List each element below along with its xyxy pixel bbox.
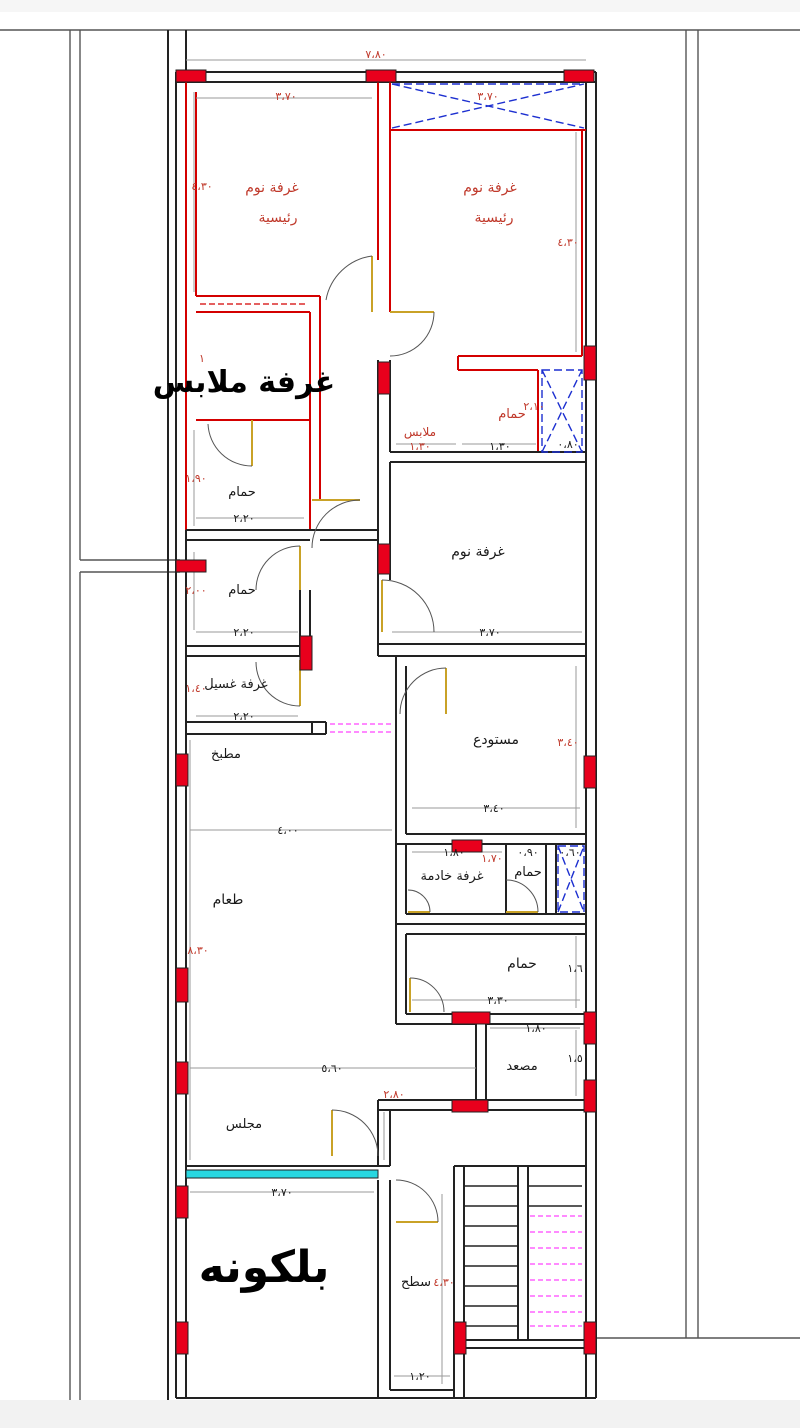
dim-master1-height: ٤،٣٠ — [191, 180, 213, 193]
bath-small-label: حمام — [498, 407, 526, 422]
maid-room-label: غرفة خادمة — [420, 869, 484, 884]
laundry-label: غرفة غسيل — [204, 677, 268, 692]
master-bedroom-2-sublabel: رئيسية — [474, 210, 514, 226]
dim-master1-width: ٣،٧٠ — [275, 90, 297, 103]
majlis-label: مجلس — [225, 1117, 263, 1132]
glass-railing — [186, 1170, 378, 1178]
dim-dressing-left: ١ — [199, 352, 205, 365]
dim-duct-2: ٠،٦٠ — [559, 846, 581, 859]
screenshot-bottom-strip — [0, 1400, 800, 1428]
dim-elevator-h: ١،٥٠ — [567, 1052, 589, 1065]
dim-kitchen-w: ٤،٠٠ — [277, 824, 299, 837]
dressing-small-label: ملابس — [403, 425, 437, 439]
bath-1-label: حمام — [228, 485, 256, 500]
kitchen-label: مطبخ — [211, 747, 241, 762]
dim-maid-h: ١،٧٠ — [481, 852, 503, 865]
dim-master2-width: ٣،٧٠ — [477, 90, 499, 103]
bath-2-label: حمام — [228, 583, 256, 598]
dim-storage-w: ٣،٤٠ — [483, 802, 505, 815]
roof-label: سطح — [401, 1275, 431, 1290]
dressing-room-label: غرفة ملابس — [152, 365, 336, 400]
ducts — [392, 84, 584, 912]
dim-roof-w: ١،٢٠ — [409, 1370, 431, 1383]
dim-majlis-w: ٥،٦٠ — [321, 1062, 343, 1075]
dim-laundry-h: ١،٤٠ — [185, 682, 207, 695]
elevator-label: مصعد — [506, 1059, 538, 1074]
dim-bedroom-w: ٣،٧٠ — [479, 626, 501, 639]
dim-bath2-w: ٢،٢٠ — [233, 626, 255, 639]
dim-bath1-w: ٢،٢٠ — [233, 512, 255, 525]
dim-duct-1: ٠،٨٠ — [557, 438, 579, 451]
dim-roof-h: ٤،٣٠ — [433, 1276, 455, 1289]
dim-bath4-w: ٠،٩٠ — [517, 846, 539, 859]
dim-dining-h: ٨،٣٠ — [187, 944, 209, 957]
master-bedroom-1-label: غرفة نوم — [245, 180, 299, 196]
page-frame — [0, 30, 800, 1400]
dim-bath-small-h: ٢،١٠ — [523, 400, 545, 413]
dim-bath2-h: ٢،٠٠ — [185, 584, 207, 597]
storage-label: مستودع — [472, 732, 520, 748]
dim-laundry-w: ٢،٢٠ — [233, 710, 255, 723]
dining-label: طعام — [212, 892, 244, 908]
bath-3-label: حمام — [514, 865, 542, 880]
balcony-label: بلكونه — [198, 1242, 330, 1293]
dim-maid-w: ١،٨٠ — [443, 846, 465, 859]
dim-bath1-h: ١،٩٠ — [185, 472, 207, 485]
dim-bath5-h: ١،٦٠ — [567, 962, 589, 975]
outer-walls — [168, 30, 596, 1400]
dim-bath-small-w: ١،٣٠ — [489, 440, 511, 453]
dim-corridor-h: ٢،٨٠ — [383, 1088, 405, 1101]
master-bedroom-1-sublabel: رئيسية — [258, 210, 298, 226]
master-bedroom-2-label: غرفة نوم — [463, 180, 517, 196]
bedroom-label: غرفة نوم — [451, 544, 505, 560]
dim-balcony-w: ٣،٧٠ — [271, 1186, 293, 1199]
dim-total-width: ٧،٨٠ — [365, 48, 387, 61]
dim-storage-h: ٣،٤٠ — [557, 736, 579, 749]
dim-dressing-small: ١،٣٠ — [409, 440, 431, 453]
dim-bath5-w: ٣،٣٠ — [487, 994, 509, 1007]
dim-elevator-w: ١،٨٠ — [525, 1022, 547, 1035]
dim-master2-height: ٤،٣٠ — [557, 236, 579, 249]
stairs — [464, 1186, 582, 1326]
bath-4-label: حمام — [507, 956, 537, 972]
